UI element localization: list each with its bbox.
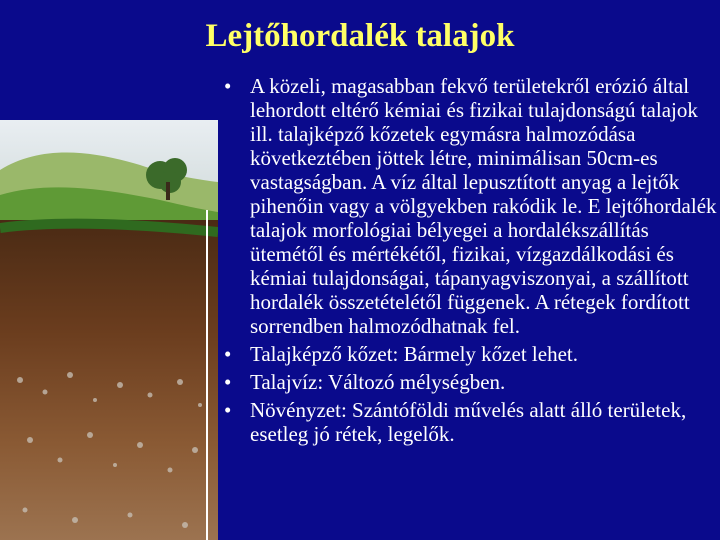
bullet-glyph: • [224,342,232,366]
bullet-text: Növényzet: Szántóföldi művelés alatt álló területek, esetleg jó rétek, legelők. [250,398,687,446]
bullet-list [218,74,718,446]
bullet-text: Talajvíz: Változó mélységben. [250,370,506,394]
bullet-item [218,342,718,366]
bullet-item [218,398,718,446]
bullet-text: Talajképző kőzet: Bármely kőzet lehet. [250,342,578,366]
bullet-glyph: • [224,370,232,394]
bullet-item [218,370,718,394]
soil-profile-illustration [0,120,218,540]
slide-content [218,74,718,450]
bullet-text: A közeli, magasabban fekvő területekről erózió által lehordott eltérő kémiai és fizikai tulajdonságú talajok ill. talajképző kőzetek egymásra halmozódása következtében jöttek létre, minimálisan 50cm-es vastagságban. A víz által lepusztított anyag a lejtők pihenőin vagy a völgyekben rakódik le. E lejtőhordalék talajok morfológiai bélyegei a hordalékszállítás ütemétől és mértékétől, fizikai, vízgazdálkodási és kémiai tulajdonságai, tápanyagviszonyai, a szállított hordalék összetételétől függenek. A rétegek fordított sorrendben halmozódhatnak fel. [250,74,717,338]
bullet-item [218,74,718,338]
bullet-glyph: • [224,398,232,422]
slide-title: Lejtőhordalék talajok [205,18,515,54]
bullet-glyph: • [224,74,232,98]
